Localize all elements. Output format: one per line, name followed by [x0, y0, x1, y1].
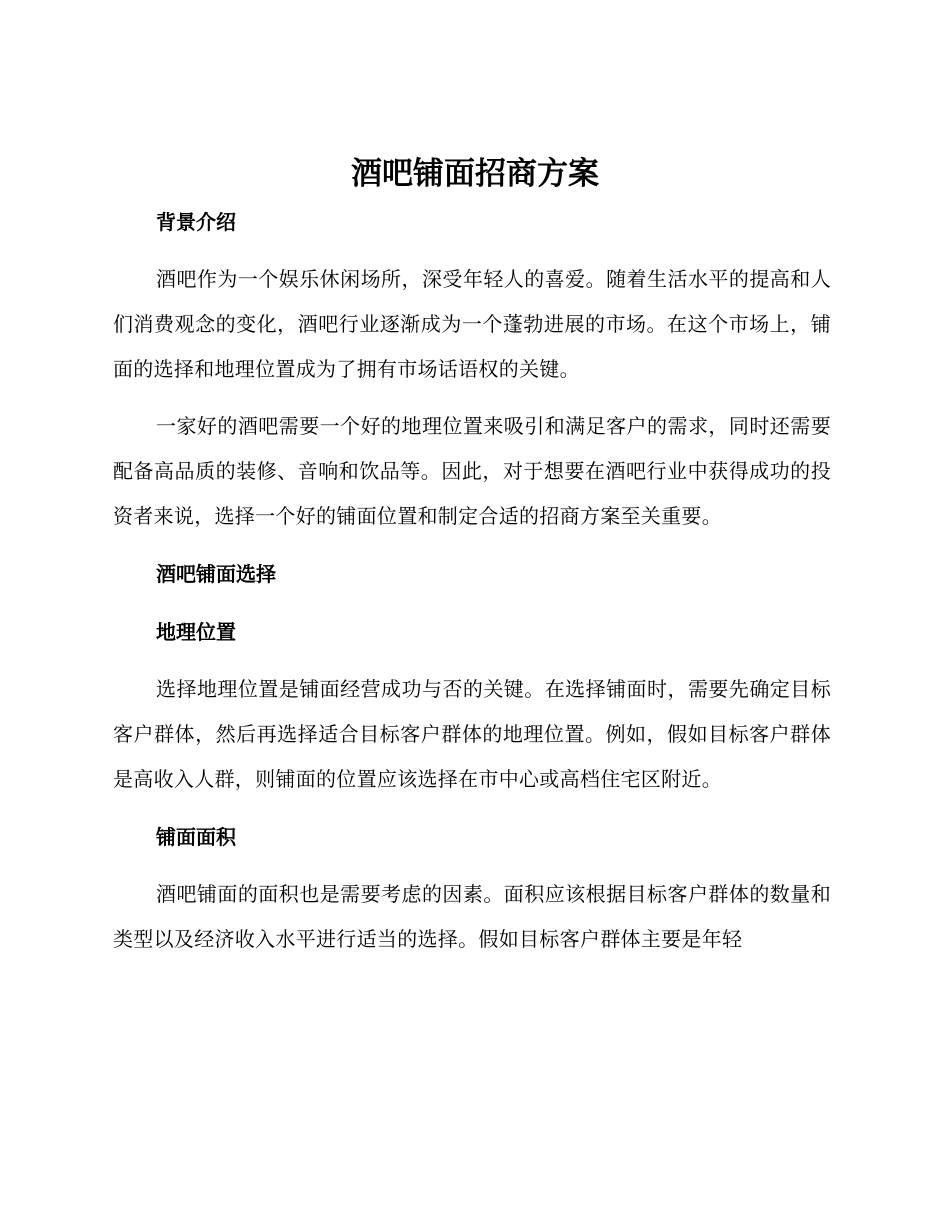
paragraph-background-1: 酒吧作为一个娱乐休闲场所，深受年轻人的喜爱。随着生活水平的提高和人们消费观念的变化，酒吧行业逐渐成为一个蓬勃进展的市场。在这个市场上，铺面的选择和地理位置成为了拥有市场话语权的关键。 [113, 267, 831, 381]
paragraph-location-1: 选择地理位置是铺面经营成功与否的关键。在选择铺面时，需要先确定目标客户群体，然后再选择适合目标客户群体的地理位置。例如，假如目标客户群体是高收入人群，则铺面的位置应该选择在市中心或高档住宅区附近。 [113, 677, 831, 791]
paragraph-area-1: 酒吧铺面的面积也是需要考虑的因素。面积应该根据目标客户群体的数量和类型以及经济收入水平进行适当的选择。假如目标客户群体主要是年轻 [113, 882, 831, 951]
section-heading-background: 背景介绍 [156, 210, 236, 234]
document-title: 酒吧铺面招商方案 [351, 156, 599, 192]
subsection-heading-location: 地理位置 [156, 620, 236, 644]
document-body [113, 199, 831, 962]
section-heading-selection: 酒吧铺面选择 [156, 562, 276, 586]
subsection-heading-area: 铺面面积 [156, 825, 236, 849]
paragraph-background-2: 一家好的酒吧需要一个好的地理位置来吸引和满足客户的需求，同时还需要配备高品质的装修、音响和饮品等。因此，对于想要在酒吧行业中获得成功的投资者来说，选择一个好的铺面位置和制定合适的招商方案至关重要。 [113, 414, 831, 528]
